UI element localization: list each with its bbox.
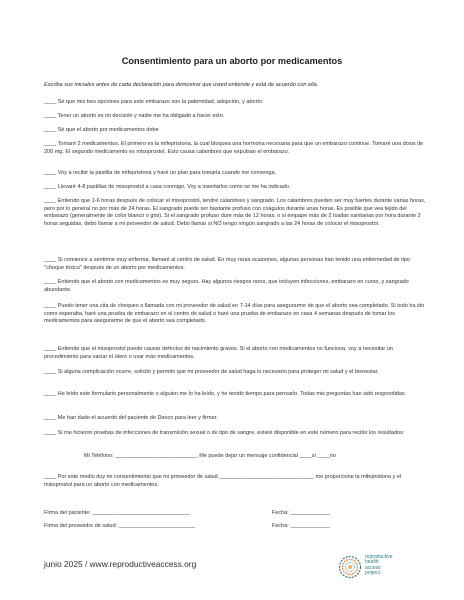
instructions: Escriba sus iniciales antes de cada declaración para demostrar que usted entiende y está de acuerdo con ella. <box>44 82 319 88</box>
statement-medications: ____ Tomaré 2 medicamentos. El primero es la mifepristona, la cual bloquea una hormona necesaria para que un embarazo continue. Tomaré una dosis de 200 mg. El segundo medicamento es misoprostol. Esto causa calambres que expulsan el embarazo. <box>44 141 424 155</box>
patient-date-line[interactable]: Fecha: _____________ <box>272 510 331 516</box>
logo-line: project <box>365 569 381 576</box>
footer-date-website: junio 2025 / www.reproductiveaccess.org <box>44 559 197 569</box>
statement-complications: ____ Si alguna complicación ocurre, solicito y permito que mi proveedor de salud haga lo necesario para proteger mi salud y el bienestar. <box>44 369 379 375</box>
patient-signature-line[interactable]: Firma del paciente: ________________________________ <box>44 510 191 516</box>
statement-birth-defects: ____ Entiendo que el misoprostol puede causar defectos de nacimiento graves. Si el aborto con medicamentos no funciona, voy a necesitar un procedimiento para vaciar el útero o usar más medicamentos. <box>44 346 393 360</box>
statement-must: ____ Sé que el aborto por medicamentos debe <box>44 127 159 133</box>
statement-cramps-bleeding: ____ Entiendo que 1-6 horas después de colocar el misoprostol, tendré calambres y sangrado. Los calambres pueden ser muy fuertes durante varias horas, pero por lo general no por más de 24 horas. El sangrado puede ser bastante profuso con coágulos durante unas horas. Es posible que vea tejido del embarazo (generalmente de color blanco o gris). Si el sangrado profuso dure más de 12 horas, o si empape más de 2 toallas sanitarias por hora durante 2 horas seguidas, debo llamar a mi proveedor de salud. Debo llamar si NO tengo ningún sangrado a las 24 horas de colocar el misoprostol. <box>44 198 426 227</box>
statement-test-results: ____ Si me hicieron pruebas de infecciones de transmisión sexual o de tipo de sangre, estaré disponible en este número para recibir los resultados: <box>44 430 405 436</box>
rhap-logo-icon <box>338 555 362 579</box>
statement-options: ____ Sé que mis tres opciones para este embarazo son la paternidad, adopción, y aborto. <box>44 99 264 105</box>
statement-misoprostol-home: ____ Llevaré 4-8 pastillas de misoprostol a casa conmigo. Voy a insertarlos como se me ha indicado. <box>44 184 291 190</box>
rhap-logo-wordmark <box>365 555 435 576</box>
statement-decision: ____ Tener un aborto es mi decisión y nadie me ha obligado a hacer esto. <box>44 113 225 119</box>
rhap-logo <box>338 553 438 581</box>
provider-date-line[interactable]: Fecha: _____________ <box>272 523 331 529</box>
logo-line: access <box>365 564 381 571</box>
page-title: Consentimiento para un aborto por medicamentos <box>121 56 343 66</box>
phone-line[interactable]: Mi Teléfono: ___________________________ Me puede dejar un mensaje confidencial ____sí ____no <box>84 453 336 459</box>
provider-signature-line[interactable]: Firma del proveedor de salud: _________________________ <box>44 523 196 529</box>
logo-line: reproductive <box>365 554 393 560</box>
statement-read-form: ____ He leído este formulario personalmente o alguien me lo ha leído, y he tenido tiempo para pensarlo. Todas mis preguntas han sido respondidas. <box>44 391 407 397</box>
statement-danco-agreement: ____ Me han dado el acuerdo del paciente de Danco para leer y firmar. <box>44 415 218 421</box>
statement-follow-up: ____ Puedo tener una cita de chequeo o llamada con mi proveedor de salud en 7-14 días para asegurarme de que el aborto sea completado. Si todo ha ido como esperaba, haré una prueba de embarazo en el centro de salud o haré una prueba de embarazo en casa 4 semanas después de tomar los medicamentos para asegurarme de que el aborto sea completado. <box>44 303 425 325</box>
statement-mifepristone-plan: ____ Voy a recibir la pastilla de mifepristona y haré un plan para tomarla cuando me convenga. <box>44 170 277 176</box>
statement-safety: ____ Entiendo que el aborto con medicamentos es muy seguro. Hay algunos riesgos raros, que incluyen infecciones, embarazo en curso, y sangrado abundante. <box>44 279 409 293</box>
statement-toxic-shock: ____ Si comience a sentirme muy enferma, llamaré al centro de salud. En muy raras ocasiones, algunas personas han tenido una enfermedad de tipo "choque tóxico" después de un aborto por medicamentos. <box>44 257 410 271</box>
logo-line: health <box>365 559 379 566</box>
consent-statement: ____ Por este medio doy mi consentimiento que mi proveedor de salud _______________________________ me proporcione la mifepristona y el misoprostol para un aborto con medicamentos. <box>44 474 402 488</box>
